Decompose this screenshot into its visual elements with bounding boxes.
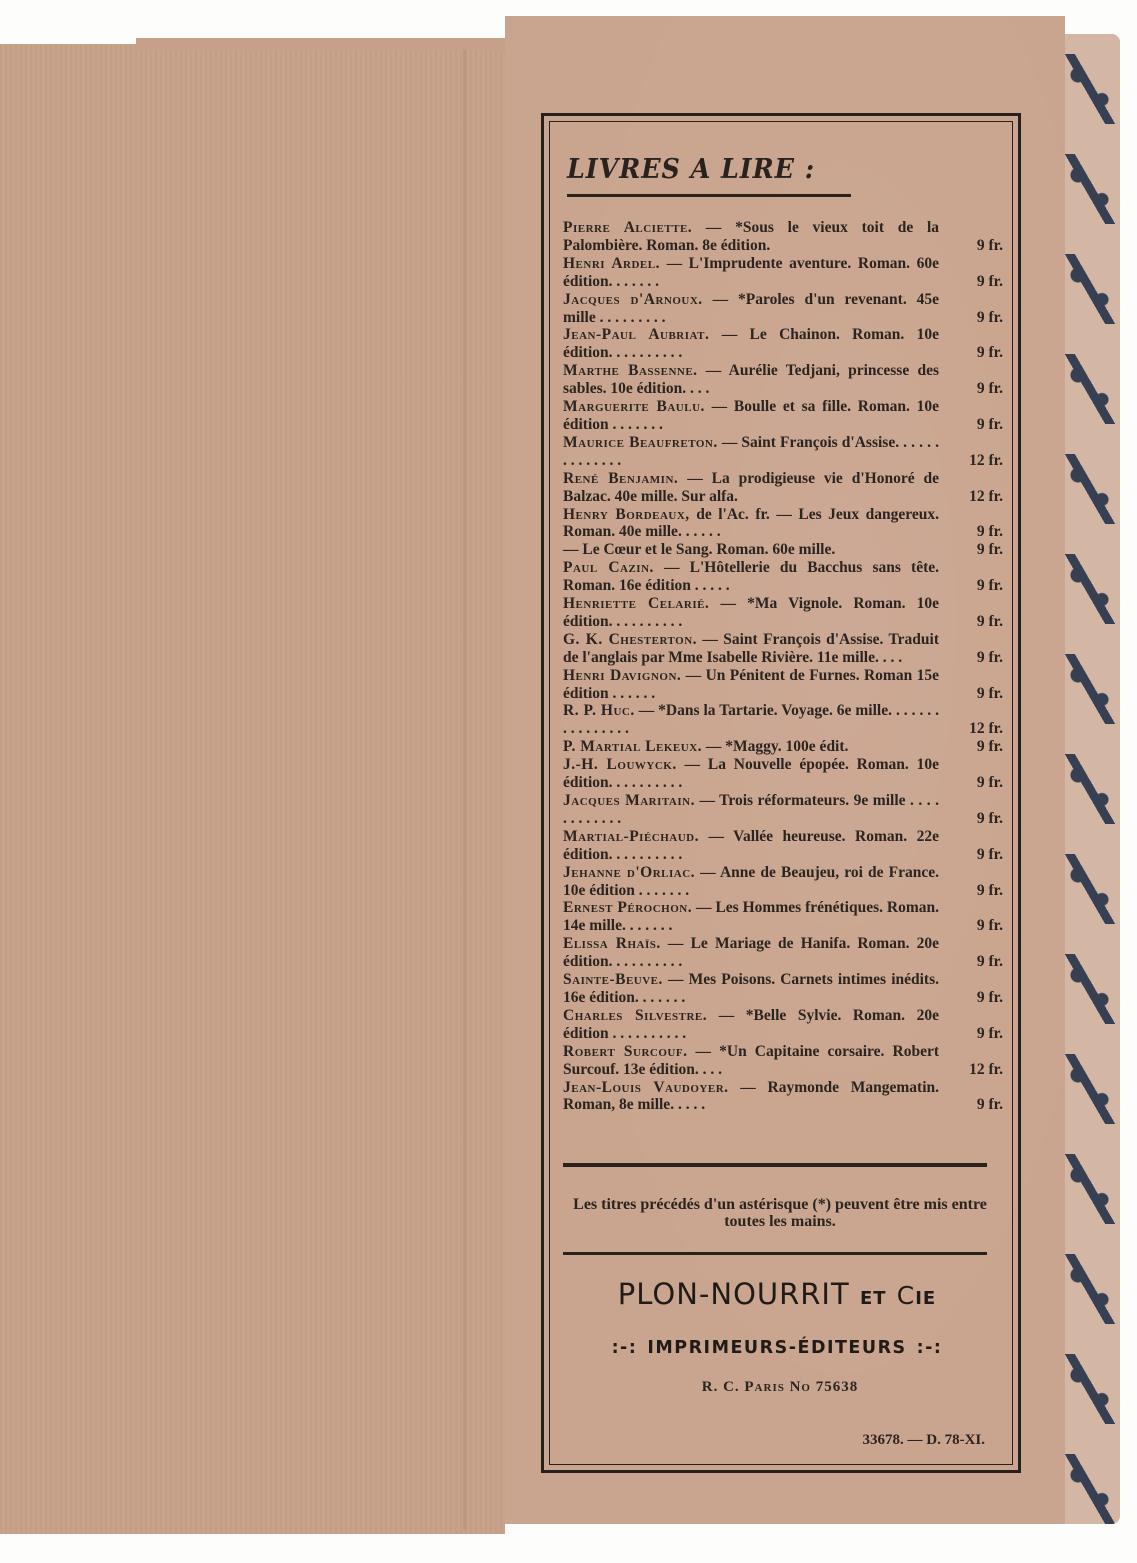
book-entry bbox=[563, 702, 1003, 738]
binding-motif bbox=[1060, 954, 1120, 1024]
binding-motif bbox=[1060, 454, 1120, 524]
entry-price: 9 fr. bbox=[976, 1096, 1003, 1114]
binding-motif bbox=[1060, 1454, 1120, 1524]
book-entry bbox=[563, 935, 1003, 971]
entry-text bbox=[563, 756, 939, 792]
entry-title: — *Belle Sylvie. Roman. 20e édition . . . . . . . . . . bbox=[563, 1006, 939, 1042]
entry-title: — Le Mariage de Hanifa. Roman. 20e édition. . . . . . . . . . bbox=[563, 935, 939, 971]
entry-price: 12 fr. bbox=[969, 1060, 1003, 1078]
entry-title: — L'Imprudente aventure. Roman. 60e édition. . . . . . . bbox=[563, 254, 939, 290]
entry-author: Henri Davignon. bbox=[563, 666, 682, 684]
entry-title: — Trois réformateurs. 9e mille . . . . . . . . . . . . bbox=[563, 792, 939, 827]
entry-price: 12 fr. bbox=[969, 451, 1003, 469]
binding-motif bbox=[1060, 1154, 1120, 1224]
ornament-left: :-: bbox=[611, 1338, 638, 1358]
folder-top-flap bbox=[136, 38, 506, 50]
entry-author: Jacques Maritain. bbox=[563, 792, 695, 809]
entry-title: — L'Hôtellerie du Bacchus sans tête. Roman. 16e édition . . . . . bbox=[563, 559, 939, 595]
entry-title: — Le Chainon. Roman. 10e édition. . . . . . . . . . bbox=[563, 326, 939, 362]
book-entry bbox=[563, 828, 1003, 864]
entry-price: 9 fr. bbox=[976, 541, 1003, 559]
entry-text bbox=[563, 541, 939, 559]
publisher-et: ET bbox=[859, 1288, 887, 1309]
entry-price: 9 fr. bbox=[976, 612, 1003, 630]
entry-author: Marthe Bassenne. bbox=[563, 362, 698, 380]
entry-price: 9 fr. bbox=[976, 684, 1003, 702]
book-entry bbox=[563, 899, 1003, 935]
entry-title: — Aurélie Tedjani, princesse des sables. 10e édition. . . . bbox=[563, 362, 939, 398]
entry-text bbox=[563, 255, 939, 291]
printers-line bbox=[563, 1338, 991, 1358]
entry-price: 9 fr. bbox=[976, 774, 1003, 792]
entry-text bbox=[563, 219, 939, 255]
book-entry bbox=[563, 971, 1003, 1007]
book-entry bbox=[563, 1043, 1003, 1079]
folder-crease bbox=[463, 50, 466, 1530]
book-entry bbox=[563, 595, 1003, 631]
book-entry bbox=[563, 1079, 1003, 1115]
entry-author: Elissa Rhaïs. bbox=[563, 935, 661, 953]
entry-author: René Benjamin. bbox=[563, 469, 679, 487]
entry-author: Maurice Beaufreton. bbox=[563, 433, 718, 451]
binding-motif bbox=[1060, 154, 1120, 224]
entry-price: 12 fr. bbox=[969, 487, 1003, 505]
entry-price: 9 fr. bbox=[976, 272, 1003, 290]
entry-title: — Le Cœur et le Sang. Roman. 60e mille. bbox=[563, 541, 836, 559]
book-entry bbox=[563, 291, 1003, 327]
book-entry bbox=[563, 255, 1003, 291]
entry-title: — Boulle et sa fille. Roman. 10e édition . . . . . . . bbox=[563, 398, 939, 433]
advertisement-page bbox=[505, 16, 1065, 1524]
entry-author: Henriette Celarié. bbox=[563, 595, 710, 613]
book-entry bbox=[563, 362, 1003, 398]
entry-price: 9 fr. bbox=[976, 917, 1003, 935]
entry-author: Jacques d'Arnoux. bbox=[563, 290, 703, 308]
page-title: LIVRES A LIRE : bbox=[567, 154, 815, 185]
entry-text bbox=[563, 434, 939, 470]
entry-author: Jehanne d'Orliac. bbox=[563, 863, 696, 881]
binding-motif bbox=[1060, 254, 1120, 324]
entry-title: — *Dans la Tartarie. Voyage. 6e mille. . . . . . . . . . . . . . . . bbox=[563, 702, 940, 738]
book-entry bbox=[563, 559, 1003, 595]
entry-author: Marguerite Baulu. bbox=[563, 398, 705, 416]
binding-motif bbox=[1060, 354, 1120, 424]
entry-author: Jean-Paul Aubriat. bbox=[563, 326, 710, 344]
book-entry bbox=[563, 631, 1003, 667]
entry-text bbox=[563, 738, 939, 756]
entry-title: — La Nouvelle épopée. Roman. 10e édition. . . . . . . . . . bbox=[563, 756, 939, 792]
entry-text bbox=[563, 595, 939, 631]
publisher-cie-ie: IE bbox=[915, 1288, 937, 1309]
entry-price: 9 fr. bbox=[976, 988, 1003, 1006]
entry-text bbox=[563, 1079, 939, 1115]
book-entry bbox=[563, 792, 1003, 828]
book-list bbox=[563, 219, 1003, 1114]
entry-text bbox=[563, 667, 939, 703]
entry-price: 9 fr. bbox=[976, 648, 1003, 666]
entry-title: — Les Hommes frénétiques. Roman. 14e mille. . . . . . . bbox=[563, 899, 940, 935]
entry-title: — *Sous le vieux toit de la Palombière. Roman. 8e édition. bbox=[563, 219, 939, 254]
binding-motif bbox=[1060, 1054, 1120, 1124]
entry-price: 9 fr. bbox=[976, 236, 1003, 254]
entry-title: — Raymonde Mangematin. Roman, 8e mille. . . . . bbox=[563, 1078, 939, 1114]
entry-author: Henry Bordeaux, bbox=[563, 505, 690, 523]
entry-title: — *Paroles d'un revenant. 45e mille . . . . . . . . . bbox=[563, 290, 939, 326]
entry-text bbox=[563, 864, 939, 900]
binding-motif bbox=[1060, 554, 1120, 624]
entry-price: 9 fr. bbox=[976, 953, 1003, 971]
entry-text bbox=[563, 506, 939, 542]
entry-author: Henri Ardel. bbox=[563, 254, 660, 272]
publisher-main: PLON-NOURRIT bbox=[617, 1277, 850, 1311]
book-entry bbox=[563, 506, 1003, 542]
entry-title: — Mes Poisons. Carnets intimes inédits. 16e édition. . . . . . . bbox=[563, 971, 939, 1006]
entry-price: 9 fr. bbox=[976, 577, 1003, 595]
entry-text bbox=[563, 291, 939, 327]
entry-price: 9 fr. bbox=[976, 738, 1003, 756]
entry-title: de l'Ac. fr. — Les Jeux dangereux. Roman. 40e mille. . . . . . bbox=[563, 505, 939, 541]
entry-text bbox=[563, 828, 939, 864]
entry-author: P. Martial Lekeux. bbox=[563, 738, 703, 756]
entry-price: 9 fr. bbox=[976, 881, 1003, 899]
book-entry bbox=[563, 541, 1003, 559]
entry-price: 9 fr. bbox=[976, 415, 1003, 433]
book-entry bbox=[563, 738, 1003, 756]
entry-title: — Saint François d'Assise. . . . . . . . . . . . . . bbox=[563, 433, 939, 469]
entry-text bbox=[563, 1007, 939, 1043]
book-entry bbox=[563, 326, 1003, 362]
entry-price: 12 fr. bbox=[969, 720, 1003, 738]
ornament-right: :-: bbox=[916, 1338, 943, 1358]
binding-motif bbox=[1060, 1354, 1120, 1424]
entry-author: G. K. Chesterton. bbox=[563, 630, 698, 648]
entry-price: 9 fr. bbox=[976, 308, 1003, 326]
book-entry bbox=[563, 667, 1003, 703]
entry-text bbox=[563, 559, 939, 595]
entry-title: — Saint François d'Assise. Traduit de l'anglais par Mme Isabelle Rivière. 11e mille. . . . bbox=[563, 630, 939, 666]
publisher-name bbox=[563, 1277, 991, 1311]
entry-text bbox=[563, 631, 939, 667]
binding-motif bbox=[1060, 54, 1120, 124]
entry-text bbox=[563, 1043, 939, 1079]
entry-author: Robert Surcouf. bbox=[563, 1042, 688, 1060]
book-entry bbox=[563, 434, 1003, 470]
entry-text bbox=[563, 792, 939, 828]
entry-title: — *Ma Vignole. Roman. 10e édition. . . . . . . . . . bbox=[563, 595, 939, 630]
entry-price: 9 fr. bbox=[976, 1024, 1003, 1042]
book-entry bbox=[563, 756, 1003, 792]
entry-text bbox=[563, 470, 939, 506]
divider bbox=[563, 1252, 987, 1255]
entry-author: Sainte-Beuve. bbox=[563, 971, 663, 989]
title-underline bbox=[567, 194, 851, 197]
printers-label: IMPRIMEURS-ÉDITEURS bbox=[647, 1338, 907, 1358]
book-entry bbox=[563, 864, 1003, 900]
print-code: 33678. — D. 78-XI. bbox=[862, 1432, 985, 1448]
asterisk-note: Les titres précédés d'un astérisque (*) peuvent être mis entre toutes les mains. bbox=[573, 1196, 987, 1230]
entry-price: 9 fr. bbox=[976, 523, 1003, 541]
entry-text bbox=[563, 702, 939, 738]
entry-text bbox=[563, 362, 939, 398]
book-entry bbox=[563, 1007, 1003, 1043]
entry-author: Martial-Piéchaud. bbox=[563, 827, 699, 845]
trade-registry: R. C. Paris No 75638 bbox=[701, 1379, 859, 1395]
book-entry bbox=[563, 219, 1003, 255]
entry-text bbox=[563, 971, 939, 1007]
publisher-cie-c: C bbox=[896, 1281, 916, 1310]
entry-title: — *Un Capitaine corsaire. Robert Surcouf. 13e édition. . . . bbox=[563, 1042, 939, 1078]
entry-text bbox=[563, 326, 939, 362]
entry-author: Charles Silvestre. bbox=[563, 1006, 708, 1024]
entry-author: Pierre Alciette. bbox=[563, 219, 693, 236]
entry-text bbox=[563, 935, 939, 971]
binding-motif bbox=[1060, 754, 1120, 824]
entry-title: — Vallée heureuse. Roman. 22e édition. . . . . . . . . . bbox=[563, 827, 939, 863]
entry-title: — Un Pénitent de Furnes. Roman 15e édition . . . . . . bbox=[563, 666, 939, 702]
entry-title: — La prodigieuse vie d'Honoré de Balzac. 40e mille. Sur alfa. bbox=[563, 469, 939, 505]
entry-author: Paul Cazin. bbox=[563, 559, 654, 577]
binding-motif bbox=[1060, 1254, 1120, 1324]
entry-author: J.-H. Louwyck. bbox=[563, 756, 677, 774]
binding-motif bbox=[1060, 854, 1120, 924]
entry-text bbox=[563, 899, 939, 935]
entry-price: 9 fr. bbox=[976, 845, 1003, 863]
divider bbox=[563, 1163, 987, 1167]
entry-price: 9 fr. bbox=[976, 809, 1003, 827]
folder-cover-left bbox=[0, 44, 505, 1534]
book-entry bbox=[563, 470, 1003, 506]
entry-title: — *Maggy. 100e édit. bbox=[702, 738, 849, 756]
book-entry bbox=[563, 398, 1003, 434]
entry-author: Ernest Pérochon. bbox=[563, 899, 693, 917]
decorated-binding-strip bbox=[1060, 34, 1120, 1524]
entry-author: Jean-Louis Vaudoyer. bbox=[563, 1078, 729, 1096]
binding-motif bbox=[1060, 654, 1120, 724]
entry-title: — Anne de Beaujeu, roi de France. 10e édition . . . . . . . bbox=[563, 863, 939, 899]
entry-author: R. P. Huc. bbox=[563, 702, 635, 720]
entry-price: 9 fr. bbox=[976, 344, 1003, 362]
entry-text bbox=[563, 398, 939, 434]
entry-price: 9 fr. bbox=[976, 380, 1003, 398]
